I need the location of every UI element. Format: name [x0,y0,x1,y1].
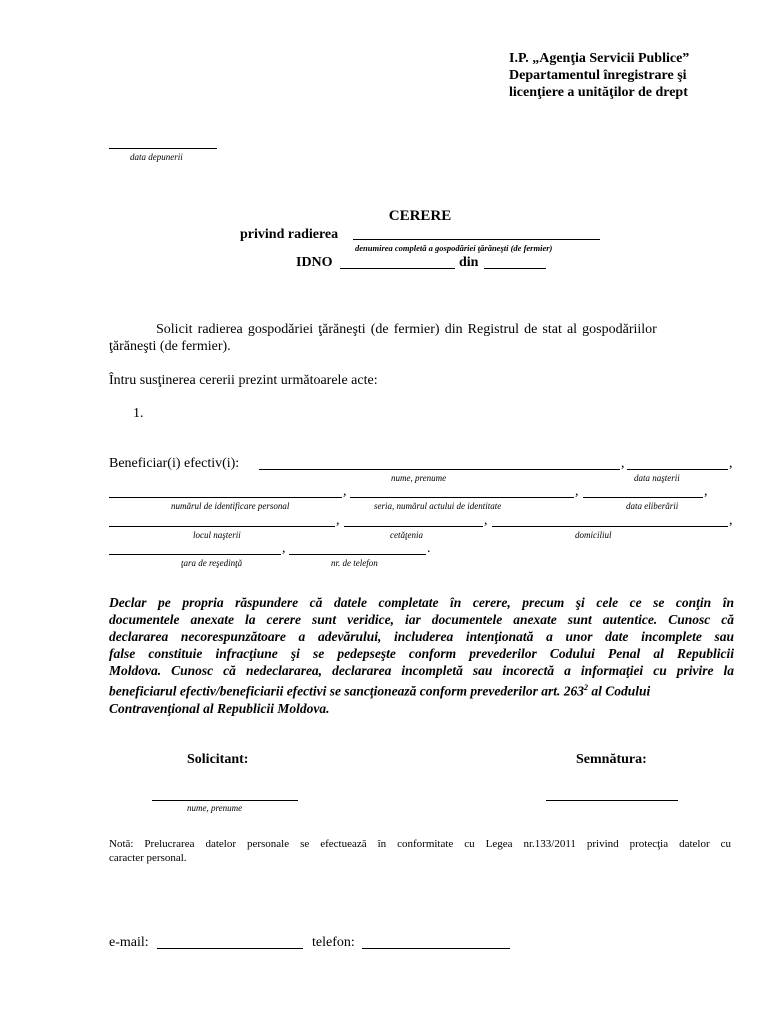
comma: , [729,513,733,528]
denumire-field-label: denumirea completă a gospodăriei ţărăneşti (de fermier) [355,243,553,253]
din-label: din [459,255,479,270]
beneficiary-name-line[interactable] [259,469,620,470]
nume-prenume-label: nume, prenume [391,473,447,483]
period: . [427,541,431,556]
header-line-3: licenţiere a unităţilor de drept [509,85,688,100]
telefon-label: telefon: [312,935,355,950]
declaration-line-5: Moldova. Cunosc că nedeclararea, declararea incompletă sau incorectă a informaţiei cu privire la [109,663,734,679]
solicitant-label: Solicitant: [187,752,249,767]
privind-radierea: privind radierea [240,227,339,242]
superscript: 2 [584,683,589,693]
birth-date-line[interactable] [627,469,728,470]
email-field-line[interactable] [157,948,303,949]
nr-telefon-label: nr. de telefon [331,558,378,568]
acts-list-item-1: 1. [133,406,144,421]
declaration-line-7: Contravenţional al Republicii Moldova. [109,701,330,717]
citizenship-line[interactable] [344,526,483,527]
telefon-field-line[interactable] [362,948,510,949]
domicile-line[interactable] [492,526,728,527]
header-line-2: Departamentul înregistrare şi [509,68,687,83]
comma: , [621,456,625,471]
comma: , [484,513,488,528]
declaration-line-6 [109,679,734,700]
beneficiary-label: Beneficiar(i) efectiv(i): [109,456,240,471]
comma: , [343,484,347,499]
issue-date-line[interactable] [583,497,703,498]
idno-field-line[interactable] [340,268,455,269]
idno-label: IDNO [296,255,333,270]
cetatenia-label: cetăţenia [390,530,423,540]
declaration-line-3: declararea necorespunzătoare a adevărului, includerea intenţionată a unor date incomplete sau [109,629,734,645]
tara-resedinta-label: ţara de reşedinţă [181,558,243,568]
request-paragraph-cont: ţărăneşti (de fermier). [109,339,231,354]
declaration-line-6-end: al Codului [588,683,651,699]
din-field-line[interactable] [484,268,546,269]
seria-actului-label: seria, numărul actului de identitate [374,501,502,511]
email-label: e-mail: [109,935,149,950]
date-field-label: data depunerii [130,152,183,162]
birthplace-line[interactable] [109,526,335,527]
document-title: CERERE [388,208,452,224]
signature-line[interactable] [546,800,678,801]
phone-line[interactable] [289,554,426,555]
denumire-field-line[interactable] [353,239,600,240]
solicitant-nume-label: nume, prenume [187,803,243,813]
idnp-line[interactable] [109,497,342,498]
date-field-line[interactable] [109,148,217,149]
comma: , [729,456,733,471]
comma: , [336,513,340,528]
declaration-line-1: Declar pe propria răspundere că datele completate în cerere, precum şi cele ce se conţin în [109,595,734,610]
domiciliul-label: domiciliul [575,530,612,540]
declaration [109,594,734,717]
header-line-1: I.P. „Agenţia Servicii Publice” [509,51,690,66]
declaration-line-4: false constituie infracţiune şi se pedepseşte conform prevederilor Codului Penal al Republicii [109,646,734,662]
data-eliberarii-label: data eliberării [626,501,679,511]
comma: , [704,484,708,499]
residence-country-line[interactable] [109,554,281,555]
declaration-line-6-text: beneficiarul efectiv/beneficiarii efectivi se sancţionează conform prevederilor art. 263 [109,683,585,699]
request-paragraph: Solicit radierea gospodăriei ţărăneşti (de fermier) din Registrul de stat al gospodăriilor [156,322,657,337]
semnatura-label: Semnătura: [576,752,647,767]
nota-line-1: Notă: Prelucrarea datelor personale se efectuează în conformitate cu Legea nr.133/2011 privind protecţia datelor cu [109,838,731,850]
locul-nasterii-label: locul naşterii [193,530,241,540]
declaration-line-2: documentele anexate la cerere sunt veridice, iar documentele anexate sunt autentice. Cunosc că [109,612,734,628]
solicitant-name-line[interactable] [152,800,298,801]
nr-identificare-label: numărul de identificare personal [171,501,290,511]
supporting-acts-intro: Întru susţinerea cererii prezint următoarele acte: [109,373,378,388]
comma: , [282,541,286,556]
data-nasterii-label: data naşterii [634,473,680,483]
nota-line-2: caracter personal. [109,852,187,864]
comma: , [575,484,579,499]
id-document-line[interactable] [350,497,574,498]
